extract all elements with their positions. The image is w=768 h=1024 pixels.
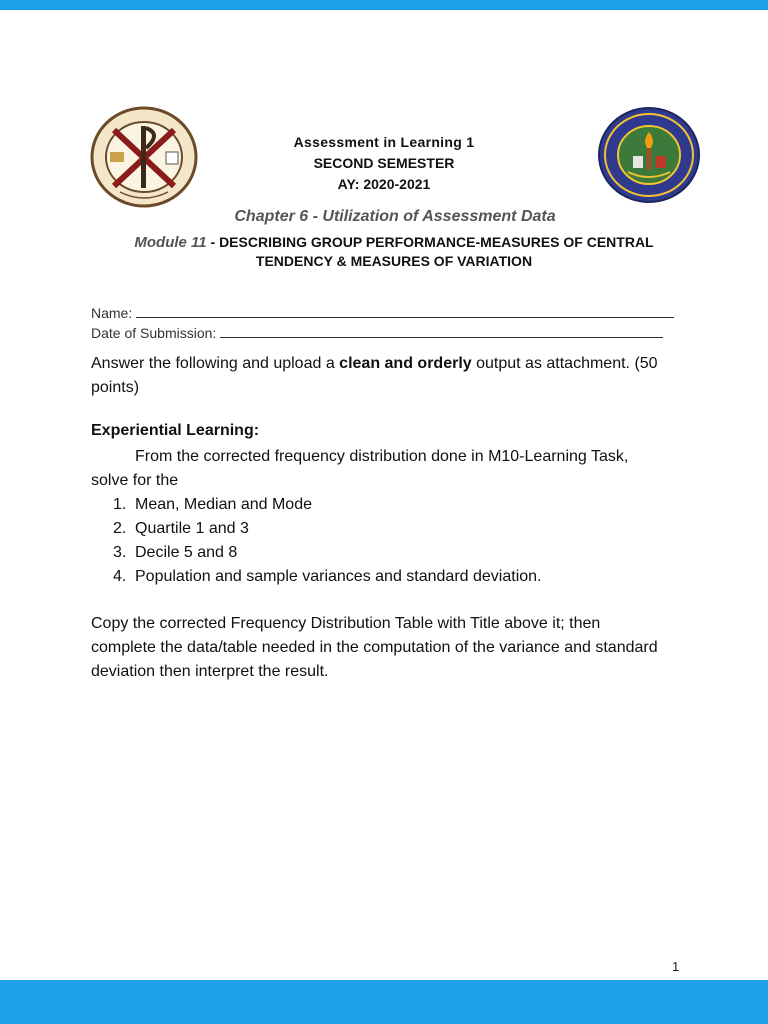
- module-label: Module 11: [134, 234, 207, 251]
- module-heading: [104, 233, 684, 271]
- module-title: DESCRIBING GROUP PERFORMANCE-MEASURES OF CENTRAL TENDENCY & MEASURES OF VARIATION: [219, 234, 654, 269]
- list-item-text: Mean, Median and Mode: [135, 496, 312, 513]
- page-number: 1: [672, 959, 680, 974]
- copy-instruction-paragraph: Copy the corrected Frequency Distribution Table with Title above it; then complete the data/table needed in the computation of the variance and standard deviation then interpret the result.: [91, 615, 658, 680]
- list-item-text: Quartile 1 and 3: [135, 520, 249, 537]
- course-title: Assessment in Learning 1: [293, 134, 475, 150]
- name-blank-line[interactable]: [136, 305, 674, 318]
- list-item-text: Population and sample variances and standard deviation.: [135, 568, 542, 585]
- date-blank-line[interactable]: [220, 325, 663, 338]
- list-item: [91, 493, 542, 517]
- top-accent-bar: [0, 0, 768, 10]
- instruction-text-end: output as attachment. (50 points): [91, 355, 658, 396]
- academic-year: AY: 2020-2021: [337, 176, 431, 192]
- date-of-submission-field[interactable]: [91, 325, 663, 341]
- module-separator: -: [206, 234, 220, 250]
- bottom-accent-bar: [0, 980, 768, 1024]
- experiential-learning-heading: Experiential Learning:: [91, 422, 260, 439]
- instruction-paragraph: [91, 352, 661, 400]
- task-list: [91, 493, 542, 589]
- semester: SECOND SEMESTER: [313, 155, 455, 171]
- name-field[interactable]: [91, 305, 674, 321]
- list-item: [91, 565, 542, 589]
- list-item-number: 1.: [113, 496, 127, 513]
- experiential-intro: [91, 445, 661, 493]
- instruction-emphasis: clean and orderly: [339, 355, 472, 372]
- list-item-number: 2.: [113, 520, 127, 537]
- chapter-title: Chapter 6 - Utilization of Assessment Data: [234, 208, 556, 225]
- instruction-text-start: Answer the following and upload a: [91, 355, 340, 372]
- list-item: [91, 541, 542, 565]
- date-label: Date of Submission:: [91, 325, 217, 341]
- list-item-number: 4.: [113, 568, 127, 585]
- name-label: Name:: [91, 305, 133, 321]
- list-item-number: 3.: [113, 544, 127, 561]
- list-item-text: Decile 5 and 8: [135, 544, 238, 561]
- list-item: [91, 517, 542, 541]
- experiential-intro-text: From the corrected frequency distribution done in M10-Learning Task, solve for the: [91, 448, 629, 489]
